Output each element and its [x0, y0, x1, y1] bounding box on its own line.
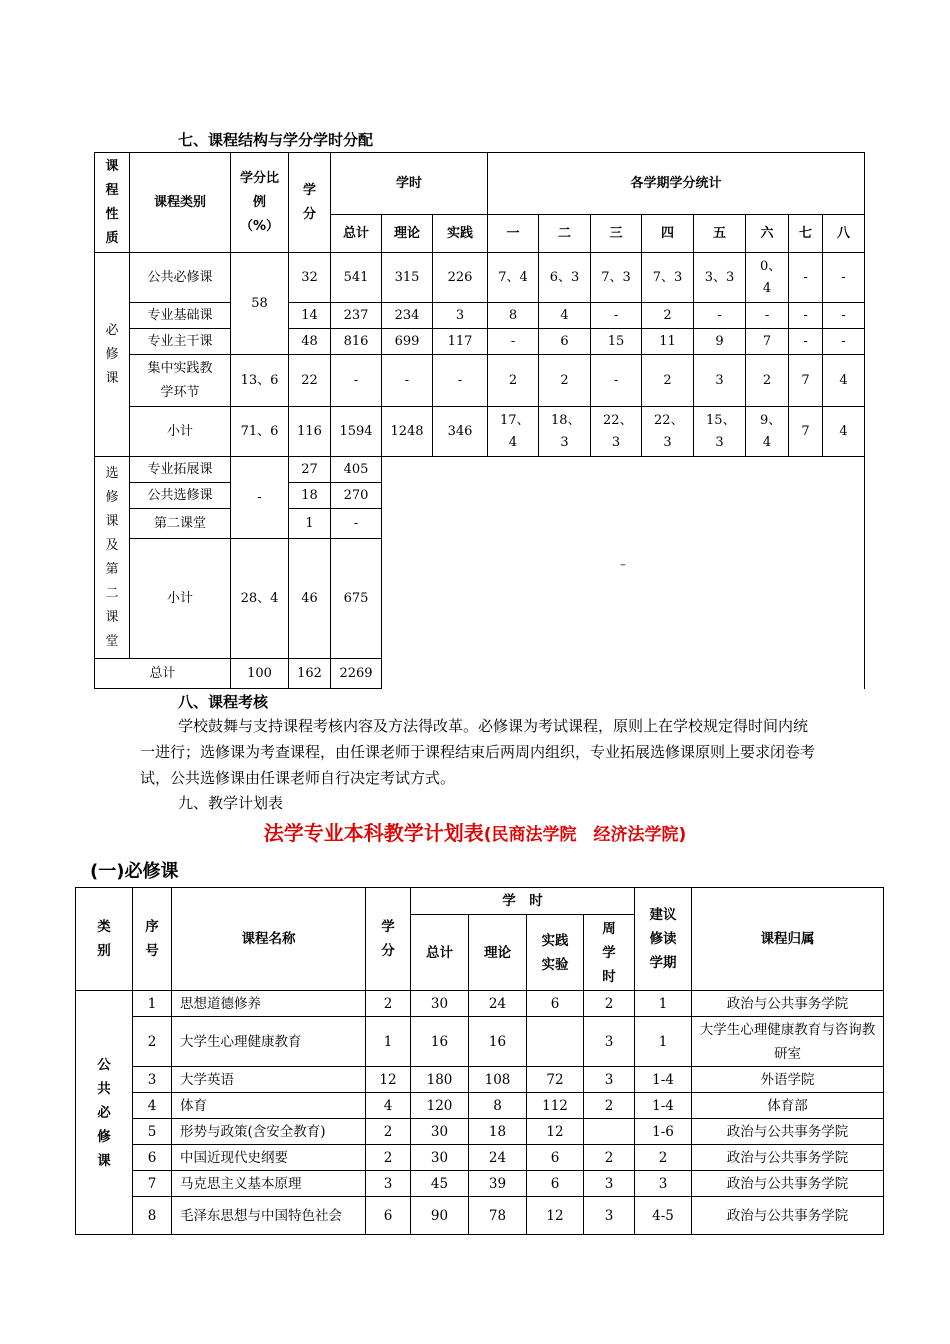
theory-cell: 1248 — [382, 407, 433, 457]
no-cell: 7 — [133, 1171, 172, 1197]
no-cell: 5 — [133, 1119, 172, 1145]
plan-title-sub: (民商法学院 经济法学院) — [483, 825, 687, 845]
semester-cell: 15 — [591, 329, 642, 355]
theory-cell: 18 — [469, 1119, 527, 1145]
total-cell: 541 — [331, 253, 382, 303]
header-credit: 学分 — [366, 888, 411, 991]
required-ratio: 58 — [231, 253, 289, 355]
header-total: 总计 — [331, 215, 382, 253]
semester-cell: 22、3 — [591, 407, 642, 457]
header-semester-3: 三 — [591, 215, 642, 253]
table-row — [76, 1197, 884, 1235]
total-cell: 30 — [411, 991, 469, 1017]
semester-cell: 4 — [823, 355, 865, 407]
group-required: 必修课 — [95, 253, 130, 457]
credit-cell: 2 — [366, 1145, 411, 1171]
header-type: 类别 — [76, 888, 133, 991]
theory-cell: 24 — [469, 1145, 527, 1171]
semester-cell: 7 — [746, 329, 789, 355]
lab-cell: 12 — [527, 1119, 584, 1145]
weekly-cell: 3 — [584, 1197, 635, 1235]
table-row — [76, 1145, 884, 1171]
credit-cell: 3 — [366, 1171, 411, 1197]
semester-cell: 7 — [789, 407, 823, 457]
owner-cell: 政治与公共事务学院 — [692, 1171, 884, 1197]
no-cell: 3 — [133, 1067, 172, 1093]
credit-cell: 32 — [289, 253, 331, 303]
no-cell: 8 — [133, 1197, 172, 1235]
subsection-title: (一)必修课 — [90, 861, 179, 882]
table-row — [76, 991, 884, 1017]
owner-cell: 政治与公共事务学院 — [692, 1197, 884, 1235]
practice-cell: 226 — [433, 253, 488, 303]
theory-cell: 234 — [382, 303, 433, 329]
course-name-cell: 思想道德修养 — [172, 991, 366, 1017]
semester-cell: 3 — [694, 355, 746, 407]
header-total: 总计 — [411, 915, 469, 991]
table-row — [95, 303, 865, 329]
credit-cell: 116 — [289, 407, 331, 457]
total-cell: 1594 — [331, 407, 382, 457]
weekly-cell: 3 — [584, 1017, 635, 1067]
section8-body: 学校鼓舞与支持课程考核内容及方法得改革。必修课为考试课程，原则上在学校规定得时间内统一进行；选修课为考查课程，由任课老师于课程结束后两周内组织，专业拓展选修课原则上要求闭卷考试，公共选修课由任课老师自行决定考试方式。 — [140, 717, 816, 787]
semester-cell: - — [823, 303, 865, 329]
table-row — [76, 1093, 884, 1119]
practice-cell: 346 — [433, 407, 488, 457]
total-cell: - — [331, 355, 382, 407]
semester-cell: - — [823, 253, 865, 303]
total-cell: 180 — [411, 1067, 469, 1093]
credit-cell: 2 — [366, 991, 411, 1017]
theory-cell: - — [382, 355, 433, 407]
header-suggested-term: 建议修读学期 — [635, 888, 692, 991]
semester-cell: 7 — [789, 355, 823, 407]
lab-cell: 12 — [527, 1197, 584, 1235]
lab-cell: 6 — [527, 1145, 584, 1171]
ratio-cell: 28、4 — [231, 539, 289, 659]
category-name: 公共必修课 — [130, 253, 231, 303]
credit-cell: 6 — [366, 1197, 411, 1235]
credit-cell: 2 — [366, 1119, 411, 1145]
semester-cell: 22、3 — [642, 407, 694, 457]
header-semester-2: 二 — [539, 215, 591, 253]
header-lab: 实践实验 — [527, 915, 584, 991]
credit-cell: 22 — [289, 355, 331, 407]
course-name-cell: 中国近现代史纲要 — [172, 1145, 366, 1171]
category-name: 专业拓展课 — [130, 457, 231, 483]
header-semester-1: 一 — [488, 215, 539, 253]
credit-cell: 27 — [289, 457, 331, 483]
no-cell: 4 — [133, 1093, 172, 1119]
header-theory: 理论 — [469, 915, 527, 991]
semester-cell: 7、3 — [591, 253, 642, 303]
category-name: 专业基础课 — [130, 303, 231, 329]
semester-cell: 0、4 — [746, 253, 789, 303]
owner-cell: 政治与公共事务学院 — [692, 1145, 884, 1171]
semester-cell: 17、4 — [488, 407, 539, 457]
header-credit: 学分 — [289, 153, 331, 253]
total-cell: 270 — [331, 483, 382, 509]
owner-cell: 体育部 — [692, 1093, 884, 1119]
total-cell: 16 — [411, 1017, 469, 1067]
course-name-cell: 体育 — [172, 1093, 366, 1119]
header-semester-6: 六 — [746, 215, 789, 253]
total-cell: 30 — [411, 1145, 469, 1171]
semester-cell: - — [789, 303, 823, 329]
table-row — [76, 1067, 884, 1093]
semester-cell: - — [789, 253, 823, 303]
category-name: 公共选修课 — [130, 483, 231, 509]
header-theory: 理论 — [382, 215, 433, 253]
credit-cell: 18 — [289, 483, 331, 509]
theory-cell: 78 — [469, 1197, 527, 1235]
ratio-cell: 13、6 — [231, 355, 289, 407]
header-semester-5: 五 — [694, 215, 746, 253]
header-course-category: 课程类别 — [130, 153, 231, 253]
weekly-cell: 2 — [584, 1145, 635, 1171]
no-cell: 2 — [133, 1017, 172, 1067]
plan-title-main: 法学专业本科教学计划表 — [263, 821, 484, 845]
course-name-cell: 形势与政策(含安全教育) — [172, 1119, 366, 1145]
credit-cell: 46 — [289, 539, 331, 659]
semester-cell: 2 — [488, 355, 539, 407]
total-cell: 405 — [331, 457, 382, 483]
header-course-nature: 课程性质 — [95, 153, 130, 253]
plan-title — [0, 817, 950, 846]
semester-cell: 6、3 — [539, 253, 591, 303]
section9-title: 九、教学计划表 — [178, 794, 284, 812]
header-practice: 实践 — [433, 215, 488, 253]
group-public-required: 公共必修课 — [76, 991, 133, 1235]
total-cell: 2269 — [331, 659, 382, 689]
term-cell: 1 — [635, 991, 692, 1017]
semester-cell: 7、3 — [642, 253, 694, 303]
total-cell: - — [331, 509, 382, 539]
credit-cell: 4 — [366, 1093, 411, 1119]
elective-ratio: - — [231, 457, 289, 539]
total-cell: 120 — [411, 1093, 469, 1119]
table-row — [76, 1171, 884, 1197]
course-structure-table — [94, 152, 865, 689]
grand-total-label: 总计 — [95, 659, 231, 689]
header-hours: 学 时 — [411, 888, 635, 915]
no-cell: 6 — [133, 1145, 172, 1171]
semester-cell: - — [746, 303, 789, 329]
weekly-cell — [584, 1119, 635, 1145]
no-cell: 1 — [133, 991, 172, 1017]
blank-mark: – — [620, 557, 626, 571]
header-hours: 学时 — [331, 153, 488, 215]
header-semester-stats: 各学期学分统计 — [488, 153, 865, 215]
credit-cell: 14 — [289, 303, 331, 329]
total-cell: 45 — [411, 1171, 469, 1197]
semester-cell: 2 — [642, 355, 694, 407]
category-name: 小计 — [130, 407, 231, 457]
category-name: 第二课堂 — [130, 509, 231, 539]
theory-cell: 16 — [469, 1017, 527, 1067]
semester-cell: 2 — [539, 355, 591, 407]
practice-cell: 117 — [433, 329, 488, 355]
course-name-cell: 大学英语 — [172, 1067, 366, 1093]
table-row — [95, 355, 865, 407]
credit-cell: 12 — [366, 1067, 411, 1093]
practice-cell: 3 — [433, 303, 488, 329]
total-cell: 90 — [411, 1197, 469, 1235]
theory-cell: 699 — [382, 329, 433, 355]
header-semester-4: 四 — [642, 215, 694, 253]
total-cell: 30 — [411, 1119, 469, 1145]
ratio-cell: 71、6 — [231, 407, 289, 457]
semester-cell: 4 — [823, 407, 865, 457]
weekly-cell: 3 — [584, 1067, 635, 1093]
table-row — [95, 407, 865, 457]
table-row — [95, 329, 865, 355]
course-name-cell: 马克思主义基本原理 — [172, 1171, 366, 1197]
course-name-cell: 大学生心理健康教育 — [172, 1017, 366, 1067]
credit-cell: 162 — [289, 659, 331, 689]
table-row — [76, 1119, 884, 1145]
semester-cell: 7、4 — [488, 253, 539, 303]
header-course-name: 课程名称 — [172, 888, 366, 991]
semester-cell: 15、3 — [694, 407, 746, 457]
semester-cell: 8 — [488, 303, 539, 329]
total-cell: 816 — [331, 329, 382, 355]
theory-cell: 315 — [382, 253, 433, 303]
semester-cell: 9、4 — [746, 407, 789, 457]
total-cell: 675 — [331, 539, 382, 659]
header-semester-8: 八 — [823, 215, 865, 253]
header-credit-ratio: 学分比例（%） — [231, 153, 289, 253]
lab-cell: 6 — [527, 991, 584, 1017]
semester-cell: 3、3 — [694, 253, 746, 303]
weekly-cell: 2 — [584, 1093, 635, 1119]
term-cell: 1 — [635, 1017, 692, 1067]
ratio-cell: 100 — [231, 659, 289, 689]
header-course-owner: 课程归属 — [692, 888, 884, 991]
owner-cell: 政治与公共事务学院 — [692, 991, 884, 1017]
lab-cell: 112 — [527, 1093, 584, 1119]
semester-cell: 11 — [642, 329, 694, 355]
weekly-cell: 2 — [584, 991, 635, 1017]
term-cell: 1-4 — [635, 1093, 692, 1119]
semester-cell: - — [591, 355, 642, 407]
semester-cell: - — [789, 329, 823, 355]
semester-cell: - — [823, 329, 865, 355]
section8-title: 八、课程考核 — [178, 693, 269, 711]
credit-cell: 1 — [366, 1017, 411, 1067]
credit-cell: 48 — [289, 329, 331, 355]
semester-cell: 4 — [539, 303, 591, 329]
owner-cell: 政治与公共事务学院 — [692, 1119, 884, 1145]
lab-cell — [527, 1017, 584, 1067]
semester-cell: 2 — [642, 303, 694, 329]
semester-cell: 2 — [746, 355, 789, 407]
group-elective: 选修课及第二课堂 — [95, 457, 130, 659]
semester-cell: - — [694, 303, 746, 329]
term-cell: 3 — [635, 1171, 692, 1197]
weekly-cell: 3 — [584, 1171, 635, 1197]
teaching-plan-table — [75, 887, 884, 1235]
course-name-cell: 毛泽东思想与中国特色社会 — [172, 1197, 366, 1235]
semester-cell: 9 — [694, 329, 746, 355]
section7-title: 七、课程结构与学分学时分配 — [178, 131, 374, 149]
theory-cell: 24 — [469, 991, 527, 1017]
table-row — [76, 1017, 884, 1067]
term-cell: 2 — [635, 1145, 692, 1171]
semester-cell: 6 — [539, 329, 591, 355]
owner-cell: 大学生心理健康教育与咨询教研室 — [692, 1017, 884, 1067]
total-cell: 237 — [331, 303, 382, 329]
lab-cell: 72 — [527, 1067, 584, 1093]
theory-cell: 108 — [469, 1067, 527, 1093]
term-cell: 1-4 — [635, 1067, 692, 1093]
lab-cell: 6 — [527, 1171, 584, 1197]
semester-cell: 18、3 — [539, 407, 591, 457]
header-semester-7: 七 — [789, 215, 823, 253]
table-row — [95, 457, 865, 483]
category-name: 集中实践教学环节 — [130, 355, 231, 407]
practice-cell: - — [433, 355, 488, 407]
semester-cell: - — [591, 303, 642, 329]
category-name: 小计 — [130, 539, 231, 659]
term-cell: 4-5 — [635, 1197, 692, 1235]
header-weekly-hours: 周学时 — [584, 915, 635, 991]
header-no: 序号 — [133, 888, 172, 991]
credit-cell: 1 — [289, 509, 331, 539]
theory-cell: 8 — [469, 1093, 527, 1119]
table-row — [95, 253, 865, 303]
theory-cell: 39 — [469, 1171, 527, 1197]
semester-cell: - — [488, 329, 539, 355]
blank-area — [382, 457, 865, 689]
owner-cell: 外语学院 — [692, 1067, 884, 1093]
category-name: 专业主干课 — [130, 329, 231, 355]
term-cell: 1-6 — [635, 1119, 692, 1145]
